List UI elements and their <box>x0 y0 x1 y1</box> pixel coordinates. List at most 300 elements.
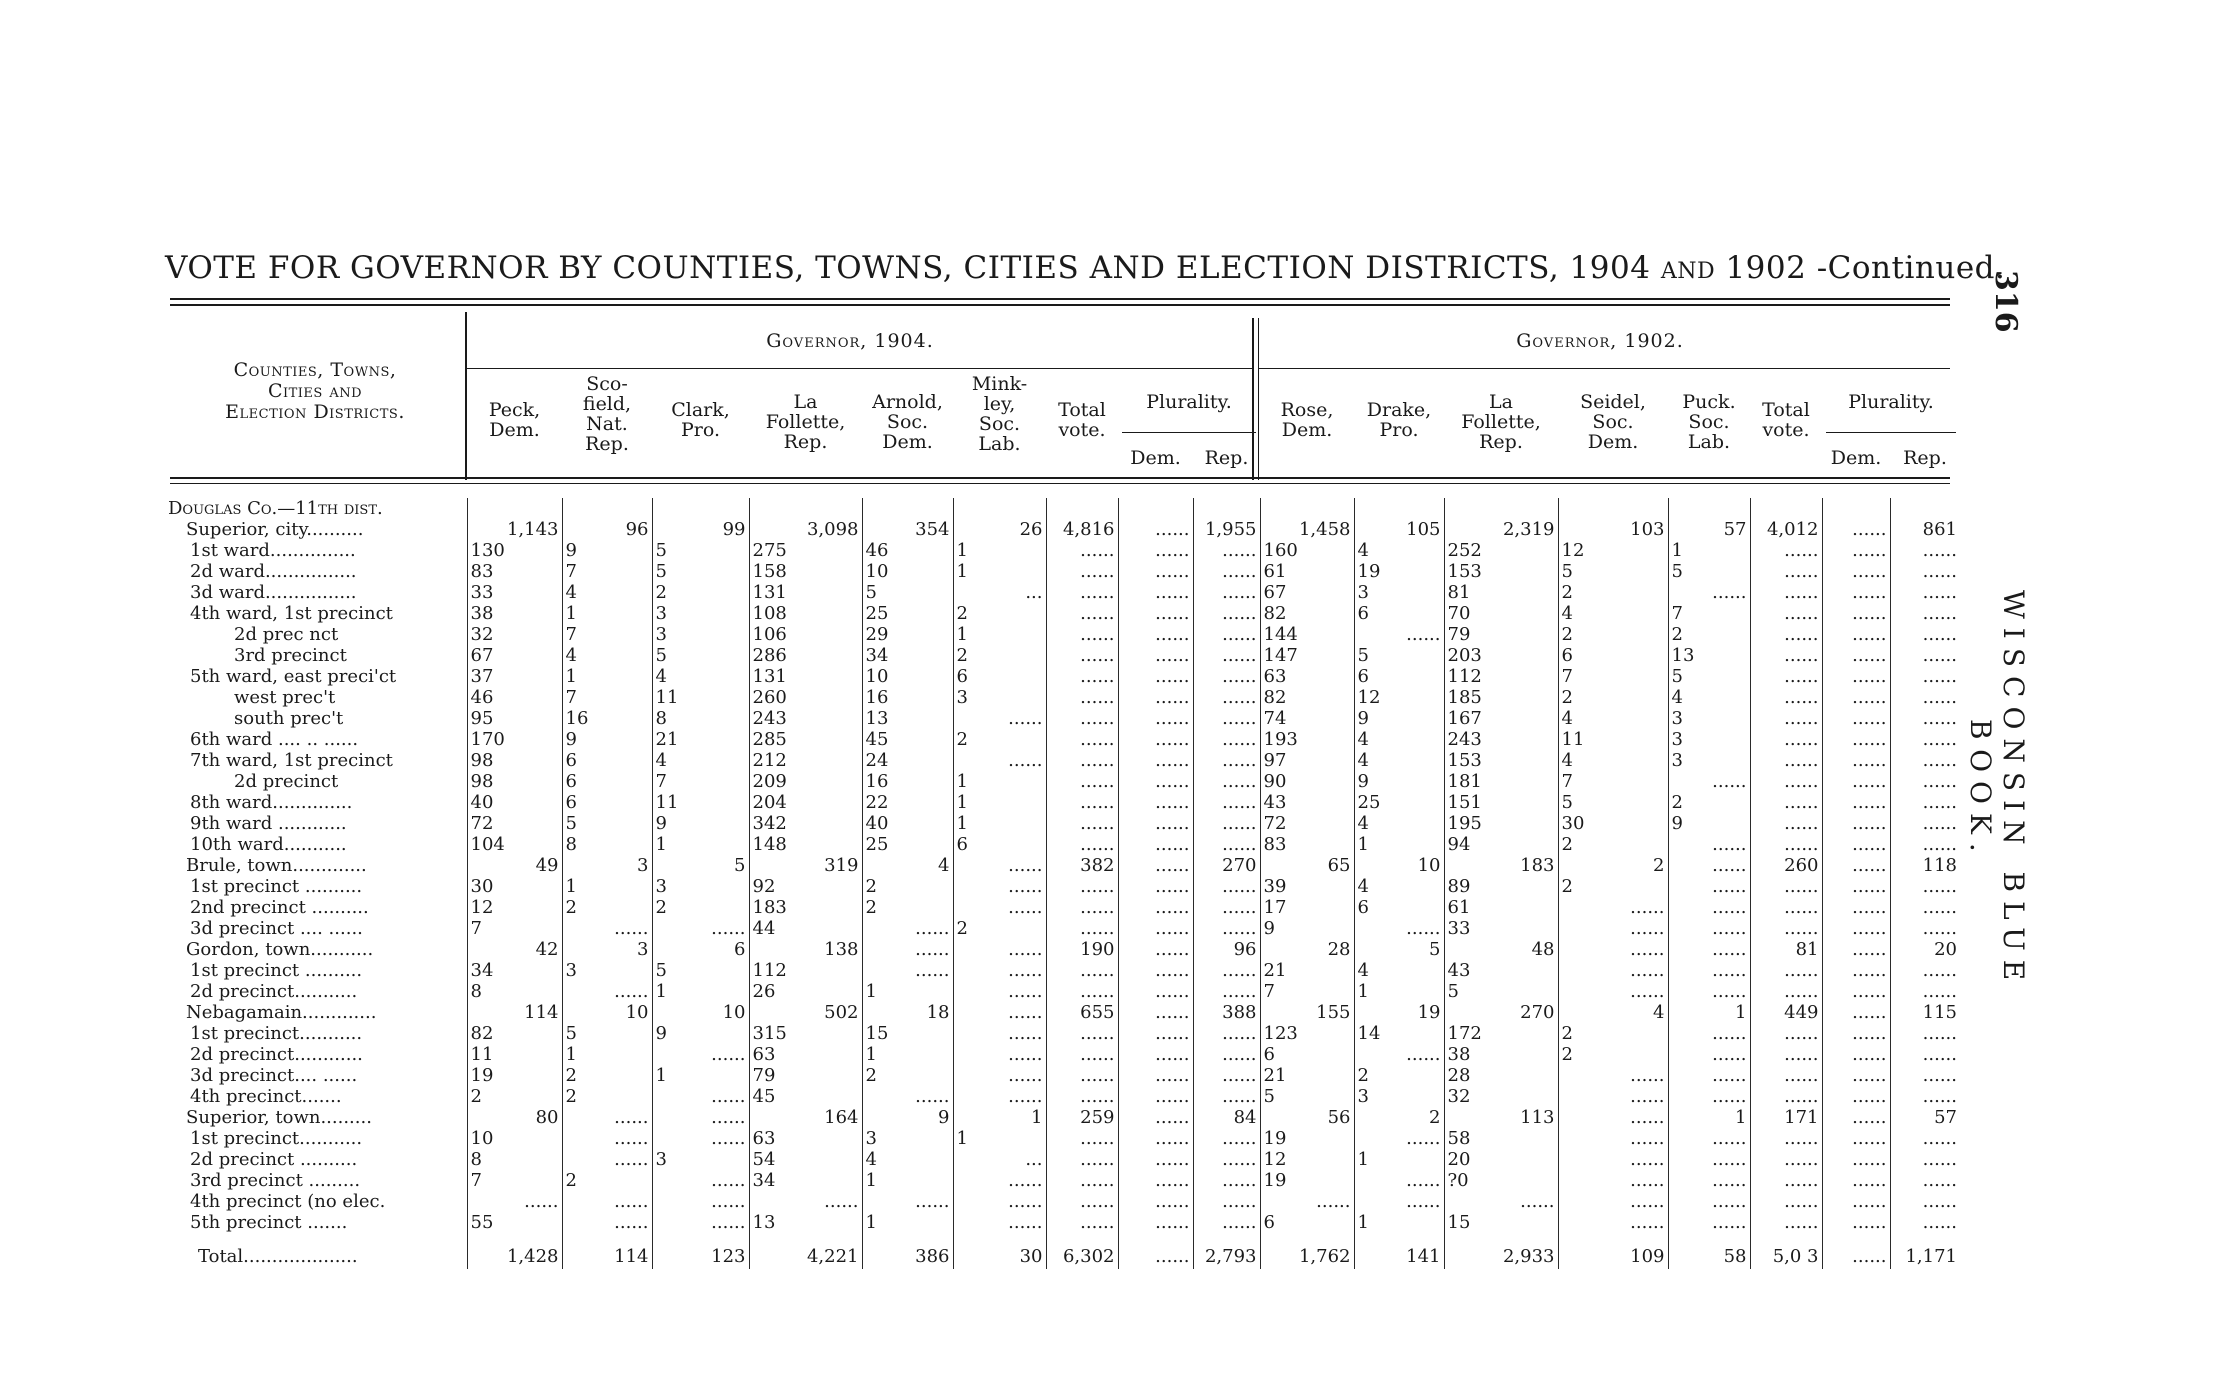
header-rule <box>170 477 1950 479</box>
table-cell <box>652 498 749 519</box>
group-1904-rule <box>467 368 1252 369</box>
plurality-1904-header: Plurality. <box>1146 391 1232 413</box>
table-row <box>164 498 1960 519</box>
table-cell: 21 <box>1260 960 1354 981</box>
table-cell: 131 <box>749 666 862 687</box>
table-cell: 449 <box>1750 1002 1822 1023</box>
table-cell: 58 <box>1668 1233 1750 1269</box>
table-cell: ...... <box>1354 918 1444 939</box>
table-cell: 1 <box>1668 540 1750 561</box>
table-cell: 61 <box>1260 561 1354 582</box>
column-header: Rose, Dem. <box>1280 399 1334 441</box>
table-cell: ...... <box>1046 1044 1118 1065</box>
table-cell: 1 <box>1354 834 1444 855</box>
table-cell: 82 <box>1260 603 1354 624</box>
table-row <box>164 540 1960 561</box>
table-cell: ...... <box>1822 1191 1890 1212</box>
table-cell: ...... <box>1922 666 1957 687</box>
table-cell: ...... <box>1750 981 1822 1002</box>
table-cell <box>1444 498 1558 519</box>
table-cell: 1 <box>862 1044 953 1065</box>
table-cell: ...... <box>1822 645 1890 666</box>
table-cell: ...... <box>1668 1149 1750 1170</box>
table-cell: ...... <box>1750 876 1822 897</box>
table-cell: ...... <box>1922 792 1957 813</box>
header-rule-2 <box>170 483 1950 484</box>
table-cell: ...... <box>1822 876 1890 897</box>
table-cell: ...... <box>953 750 1046 771</box>
table-cell: ...... <box>1118 855 1193 876</box>
table-cell: ...... <box>1822 666 1890 687</box>
table-cell: 1 <box>562 666 652 687</box>
table-cell: 1,955 <box>1193 519 1260 540</box>
table-cell: 2 <box>1558 582 1668 603</box>
table-cell: ...... <box>1750 582 1822 603</box>
table-cell: ...... <box>1750 666 1822 687</box>
table-cell: ...... <box>1118 960 1193 981</box>
table-cell: ...... <box>1046 834 1118 855</box>
table-cell: 3 <box>562 855 652 876</box>
table-cell: ...... <box>1668 855 1750 876</box>
table-cell: ...... <box>1822 1212 1890 1233</box>
table-cell: ...... <box>1668 834 1750 855</box>
table-row <box>164 1023 1960 1044</box>
table-cell: 9 <box>1260 918 1354 939</box>
table-cell: 34 <box>467 960 562 981</box>
table-cell: 243 <box>1444 729 1558 750</box>
table-cell: 2 <box>1558 1044 1668 1065</box>
table-cell: 25 <box>1354 792 1444 813</box>
table-cell: ...... <box>953 939 1046 960</box>
table-cell: ...... <box>1822 834 1890 855</box>
table-row <box>164 666 1960 687</box>
table-row <box>164 519 1960 540</box>
table-cell: ...... <box>1822 855 1890 876</box>
table-cell: 164 <box>749 1107 862 1128</box>
table-cell: 204 <box>749 792 862 813</box>
table-cell: 153 <box>1444 561 1558 582</box>
column-header: Seidel, Soc. Dem. <box>1580 391 1646 453</box>
table-cell: 2 <box>953 603 1046 624</box>
row-label: 3d precinct .... ...... <box>164 918 467 939</box>
table-cell: 172 <box>1444 1023 1558 1044</box>
table-cell: ...... <box>1922 1023 1957 1044</box>
table-cell: ...... <box>1750 1044 1822 1065</box>
table-cell: 72 <box>1260 813 1354 834</box>
table-cell: 19 <box>1260 1170 1354 1191</box>
column-header: Total vote. <box>1058 399 1106 441</box>
table-cell: 32 <box>1444 1086 1558 1107</box>
table-cell: 259 <box>1046 1107 1118 1128</box>
table-cell: 6 <box>953 666 1046 687</box>
table-cell: 106 <box>749 624 862 645</box>
table-cell: ...... <box>652 1212 749 1233</box>
table-cell: 1 <box>953 1128 1046 1149</box>
table-cell: 34 <box>749 1170 862 1191</box>
table-cell: ...... <box>1922 981 1957 1002</box>
table-cell: ...... <box>1118 834 1193 855</box>
table-cell: ...... <box>862 1191 953 1212</box>
table-cell: 9 <box>1354 708 1444 729</box>
table-cell: 2 <box>1558 687 1668 708</box>
title-rule-top <box>170 298 1950 300</box>
table-cell: 5 <box>652 540 749 561</box>
table-cell: 144 <box>1260 624 1354 645</box>
table-cell: 33 <box>1444 918 1558 939</box>
table-cell: 8 <box>467 1149 562 1170</box>
table-cell: 6 <box>1354 897 1444 918</box>
table-cell: 9 <box>1668 813 1750 834</box>
table-cell: ...... <box>1922 1149 1957 1170</box>
column-header: Drake, Pro. <box>1366 399 1432 441</box>
table-cell: 6 <box>562 792 652 813</box>
table-cell: ...... <box>953 1044 1046 1065</box>
table-cell: ...... <box>1193 540 1260 561</box>
table-cell: 7 <box>562 561 652 582</box>
table-cell: ...... <box>1822 792 1890 813</box>
row-label: south prec't <box>164 708 467 729</box>
table-cell: 4 <box>1668 687 1750 708</box>
table-cell: 286 <box>749 645 862 666</box>
table-cell: ...... <box>1046 1191 1118 1212</box>
table-cell: 4 <box>1558 708 1668 729</box>
row-label: 3d ward................ <box>164 582 467 603</box>
table-cell: 3 <box>1354 1086 1444 1107</box>
row-label: 3rd precinct <box>164 645 467 666</box>
table-cell: 81 <box>1750 939 1822 960</box>
table-cell: ...... <box>1354 1128 1444 1149</box>
table-cell: 79 <box>1444 624 1558 645</box>
table-cell: 18 <box>862 1002 953 1023</box>
table-cell: 4 <box>652 750 749 771</box>
table-cell: 2 <box>1668 624 1750 645</box>
table-cell: ...... <box>1822 540 1890 561</box>
table-cell: ...... <box>1046 981 1118 1002</box>
table-cell: ...... <box>1558 939 1668 960</box>
table-cell: ...... <box>1922 897 1957 918</box>
table-cell: ...... <box>1822 897 1890 918</box>
table-cell: 103 <box>1558 519 1668 540</box>
table-cell: 155 <box>1260 1002 1354 1023</box>
table-cell: ...... <box>1118 624 1193 645</box>
table-cell: 171 <box>1750 1107 1822 1128</box>
table-cell: ...... <box>1046 624 1118 645</box>
table-cell: ...... <box>1558 1212 1668 1233</box>
table-cell: 5 <box>862 582 953 603</box>
table-cell: 15 <box>1444 1212 1558 1233</box>
row-label: Brule, town............. <box>164 855 467 876</box>
table-cell: 252 <box>1444 540 1558 561</box>
plurality-1904-header-rule <box>1122 432 1256 433</box>
table-cell: 8 <box>467 981 562 1002</box>
table-cell: ...... <box>1193 771 1260 792</box>
table-cell: ...... <box>1922 1191 1957 1212</box>
table-cell: 5 <box>1354 645 1444 666</box>
table-cell: ...... <box>1193 729 1260 750</box>
table-cell: ...... <box>1193 876 1260 897</box>
table-cell: 4 <box>652 666 749 687</box>
table-cell: ...... <box>1922 813 1957 834</box>
table-cell: 38 <box>1444 1044 1558 1065</box>
table-cell: ...... <box>1193 813 1260 834</box>
row-label: 4th precinct (no elec. <box>164 1191 467 1212</box>
group-1902-rule <box>1259 368 1950 369</box>
table-cell: ...... <box>652 1128 749 1149</box>
page-title <box>165 250 2006 286</box>
table-cell: 9 <box>652 1023 749 1044</box>
table-cell: 190 <box>1046 939 1118 960</box>
table-cell: 5 <box>1668 561 1750 582</box>
table-cell: 89 <box>1444 876 1558 897</box>
table-row <box>164 834 1960 855</box>
row-label: Nebagamain............. <box>164 1002 467 1023</box>
row-header-line-1: Counties, Towns, <box>233 359 397 381</box>
table-cell <box>1668 498 1750 519</box>
table-cell: 24 <box>862 750 953 771</box>
table-cell: 4 <box>1558 603 1668 624</box>
table-cell <box>1046 498 1118 519</box>
table-cell: 1 <box>953 540 1046 561</box>
table-cell: 26 <box>953 519 1046 540</box>
table-cell: ...... <box>1046 897 1118 918</box>
table-cell: 4 <box>562 582 652 603</box>
table-cell: ...... <box>1118 918 1193 939</box>
table-cell: ...... <box>1193 981 1260 1002</box>
table-cell: 4,012 <box>1750 519 1822 540</box>
table-cell: 105 <box>1354 519 1444 540</box>
table-cell: 9 <box>562 540 652 561</box>
table-cell: 5 <box>1558 792 1668 813</box>
table-cell: ...... <box>562 1149 652 1170</box>
table-cell: 13 <box>749 1212 862 1233</box>
table-cell: ...... <box>1046 582 1118 603</box>
table-cell: ...... <box>1118 708 1193 729</box>
table-cell: ...... <box>749 1191 862 1212</box>
table-cell: ...... <box>1822 1107 1890 1128</box>
table-cell: ...... <box>1922 876 1957 897</box>
table-cell: ...... <box>652 1170 749 1191</box>
table-cell <box>467 498 562 519</box>
table-cell: 315 <box>749 1023 862 1044</box>
table-cell: 25 <box>862 603 953 624</box>
table-cell: 1 <box>953 771 1046 792</box>
table-cell: 12 <box>1260 1149 1354 1170</box>
table-cell: ...... <box>652 1191 749 1212</box>
page-number: 316 <box>1988 270 2023 333</box>
table-cell: ...... <box>1193 1191 1260 1212</box>
table-cell: 138 <box>749 939 862 960</box>
table-cell: 113 <box>1444 1107 1558 1128</box>
table-cell: ...... <box>1822 1023 1890 1044</box>
table-cell: ...... <box>1750 708 1822 729</box>
table-cell: ...... <box>1118 1107 1193 1128</box>
table-cell: ...... <box>1668 582 1750 603</box>
table-row <box>164 792 1960 813</box>
table-cell: ...... <box>1750 1128 1822 1149</box>
table-cell <box>862 498 953 519</box>
table-cell: ...... <box>1193 1170 1260 1191</box>
column-header: Dem. <box>1130 447 1181 469</box>
table-cell: 193 <box>1260 729 1354 750</box>
table-cell: ...... <box>1118 1191 1193 1212</box>
table-cell: 96 <box>562 519 652 540</box>
table-cell: ...... <box>862 1086 953 1107</box>
table-cell: 6 <box>562 771 652 792</box>
table-cell: ...... <box>1193 1128 1260 1149</box>
table-cell: ...... <box>1822 1149 1890 1170</box>
table-cell: 5 <box>1668 666 1750 687</box>
table-cell: ...... <box>1750 813 1822 834</box>
table-cell: ...... <box>1750 960 1822 981</box>
table-cell: ...... <box>1822 918 1890 939</box>
table-cell: 112 <box>1444 666 1558 687</box>
table-cell: 3 <box>862 1128 953 1149</box>
table-cell: ...... <box>1922 561 1957 582</box>
table-cell: ... <box>953 1149 1046 1170</box>
table-cell: ...... <box>1193 1212 1260 1233</box>
table-cell: 54 <box>749 1149 862 1170</box>
table-cell: 130 <box>467 540 562 561</box>
column-header: Puck. Soc. Lab. <box>1682 391 1736 453</box>
table-cell: ...... <box>1046 561 1118 582</box>
table-cell: 67 <box>467 645 562 666</box>
table-cell: 183 <box>1444 855 1558 876</box>
table-cell: 1 <box>862 1170 953 1191</box>
table-row <box>164 1212 1960 1233</box>
table-cell: 1,171 <box>1905 1245 1957 1267</box>
table-cell: ...... <box>1750 645 1822 666</box>
table-cell: ...... <box>1046 1128 1118 1149</box>
table-cell: ...... <box>1750 897 1822 918</box>
table-cell: ...... <box>1750 1170 1822 1191</box>
table-cell: 4 <box>1354 813 1444 834</box>
table-cell: 11 <box>652 687 749 708</box>
table-cell: ...... <box>862 918 953 939</box>
table-cell: ...... <box>1193 960 1260 981</box>
row-label: 2d precinct <box>164 771 467 792</box>
table-cell: 151 <box>1444 792 1558 813</box>
table-cell: 2 <box>562 1065 652 1086</box>
table-cell: ...... <box>1193 624 1260 645</box>
table-cell: 260 <box>749 687 862 708</box>
table-cell: 20 <box>1444 1149 1558 1170</box>
table-cell: 63 <box>749 1128 862 1149</box>
table-cell: 195 <box>1444 813 1558 834</box>
table-cell: ...... <box>1193 708 1260 729</box>
table-cell: 9 <box>1354 771 1444 792</box>
table-cell: 1 <box>1354 981 1444 1002</box>
table-cell: 28 <box>1444 1065 1558 1086</box>
table-cell: 1 <box>953 1107 1046 1128</box>
table-cell: 2,793 <box>1193 1233 1260 1269</box>
table-cell: 11 <box>467 1044 562 1065</box>
table-cell: ...... <box>1922 1086 1957 1107</box>
table-cell: 10 <box>467 1128 562 1149</box>
table-cell: 158 <box>749 561 862 582</box>
table-cell: 4 <box>862 855 953 876</box>
table-cell: 285 <box>749 729 862 750</box>
table-cell: 1,428 <box>467 1233 562 1269</box>
table-cell: 3 <box>1668 708 1750 729</box>
table-cell: 4,221 <box>749 1233 862 1269</box>
table-cell: ...... <box>1822 519 1890 540</box>
table-cell: 260 <box>1750 855 1822 876</box>
table-row <box>164 1086 1960 1107</box>
table-row <box>164 855 1960 876</box>
table-cell: 354 <box>862 519 953 540</box>
row-label: 5th ward, east preci'ct <box>164 666 467 687</box>
table-cell: 2 <box>1354 1065 1444 1086</box>
table-cell: ...... <box>1193 792 1260 813</box>
table-cell: ...... <box>1558 1191 1668 1212</box>
table-cell: ...... <box>1118 1086 1193 1107</box>
table-cell: ...... <box>1822 603 1890 624</box>
header-divider-label <box>465 312 467 480</box>
table-cell: 1 <box>562 1044 652 1065</box>
table-cell: ...... <box>1822 1002 1890 1023</box>
table-cell: ...... <box>1668 1023 1750 1044</box>
table-cell: ...... <box>1193 645 1260 666</box>
table-cell <box>1822 498 1890 519</box>
table-cell: 46 <box>467 687 562 708</box>
table-cell: 42 <box>467 939 562 960</box>
table-cell: 2 <box>1558 855 1668 876</box>
table-cell: ...... <box>1922 1128 1957 1149</box>
table-cell: 6 <box>652 939 749 960</box>
table-cell: ...... <box>953 708 1046 729</box>
table-cell: 30 <box>467 876 562 897</box>
table-cell: ...... <box>1822 939 1890 960</box>
row-label: 2d precinct .......... <box>164 1149 467 1170</box>
table-row <box>164 1107 1960 1128</box>
table-cell: 275 <box>749 540 862 561</box>
table-cell: 115 <box>1922 1002 1957 1023</box>
table-cell: 3 <box>562 960 652 981</box>
row-label: 7th ward, 1st precinct <box>164 750 467 771</box>
table-row <box>164 582 1960 603</box>
table-cell: 19 <box>467 1065 562 1086</box>
table-cell: 2 <box>562 897 652 918</box>
table-cell: ...... <box>1822 729 1890 750</box>
table-row <box>164 1149 1960 1170</box>
table-cell: 82 <box>1260 687 1354 708</box>
table-cell <box>1558 498 1668 519</box>
table-row <box>164 687 1960 708</box>
column-header: Peck, Dem. <box>488 399 541 441</box>
row-label: 10th ward........... <box>164 834 467 855</box>
table-cell: ...... <box>1046 666 1118 687</box>
table-cell: 7 <box>562 624 652 645</box>
table-cell: 80 <box>467 1107 562 1128</box>
group-header-1904: Governor, 1904. <box>766 330 934 352</box>
table-row <box>164 771 1960 792</box>
table-row <box>164 918 1960 939</box>
table-cell: 160 <box>1260 540 1354 561</box>
table-cell: 1 <box>652 981 749 1002</box>
table-cell: ...... <box>1046 876 1118 897</box>
row-label: 2d prec nct <box>164 624 467 645</box>
column-header: Rep. <box>1903 447 1947 469</box>
table-cell: ...... <box>1822 687 1890 708</box>
row-label: Superior, city.......... <box>164 519 467 540</box>
table-cell: ...... <box>953 1170 1046 1191</box>
side-title: WISCONSIN BLUE BOOK. <box>1964 590 2030 990</box>
table-cell: ...... <box>1558 960 1668 981</box>
table-cell: 4 <box>1558 750 1668 771</box>
table-cell: 5 <box>652 561 749 582</box>
table-cell: ...... <box>1922 1065 1957 1086</box>
column-header: Rep. <box>1204 447 1249 469</box>
